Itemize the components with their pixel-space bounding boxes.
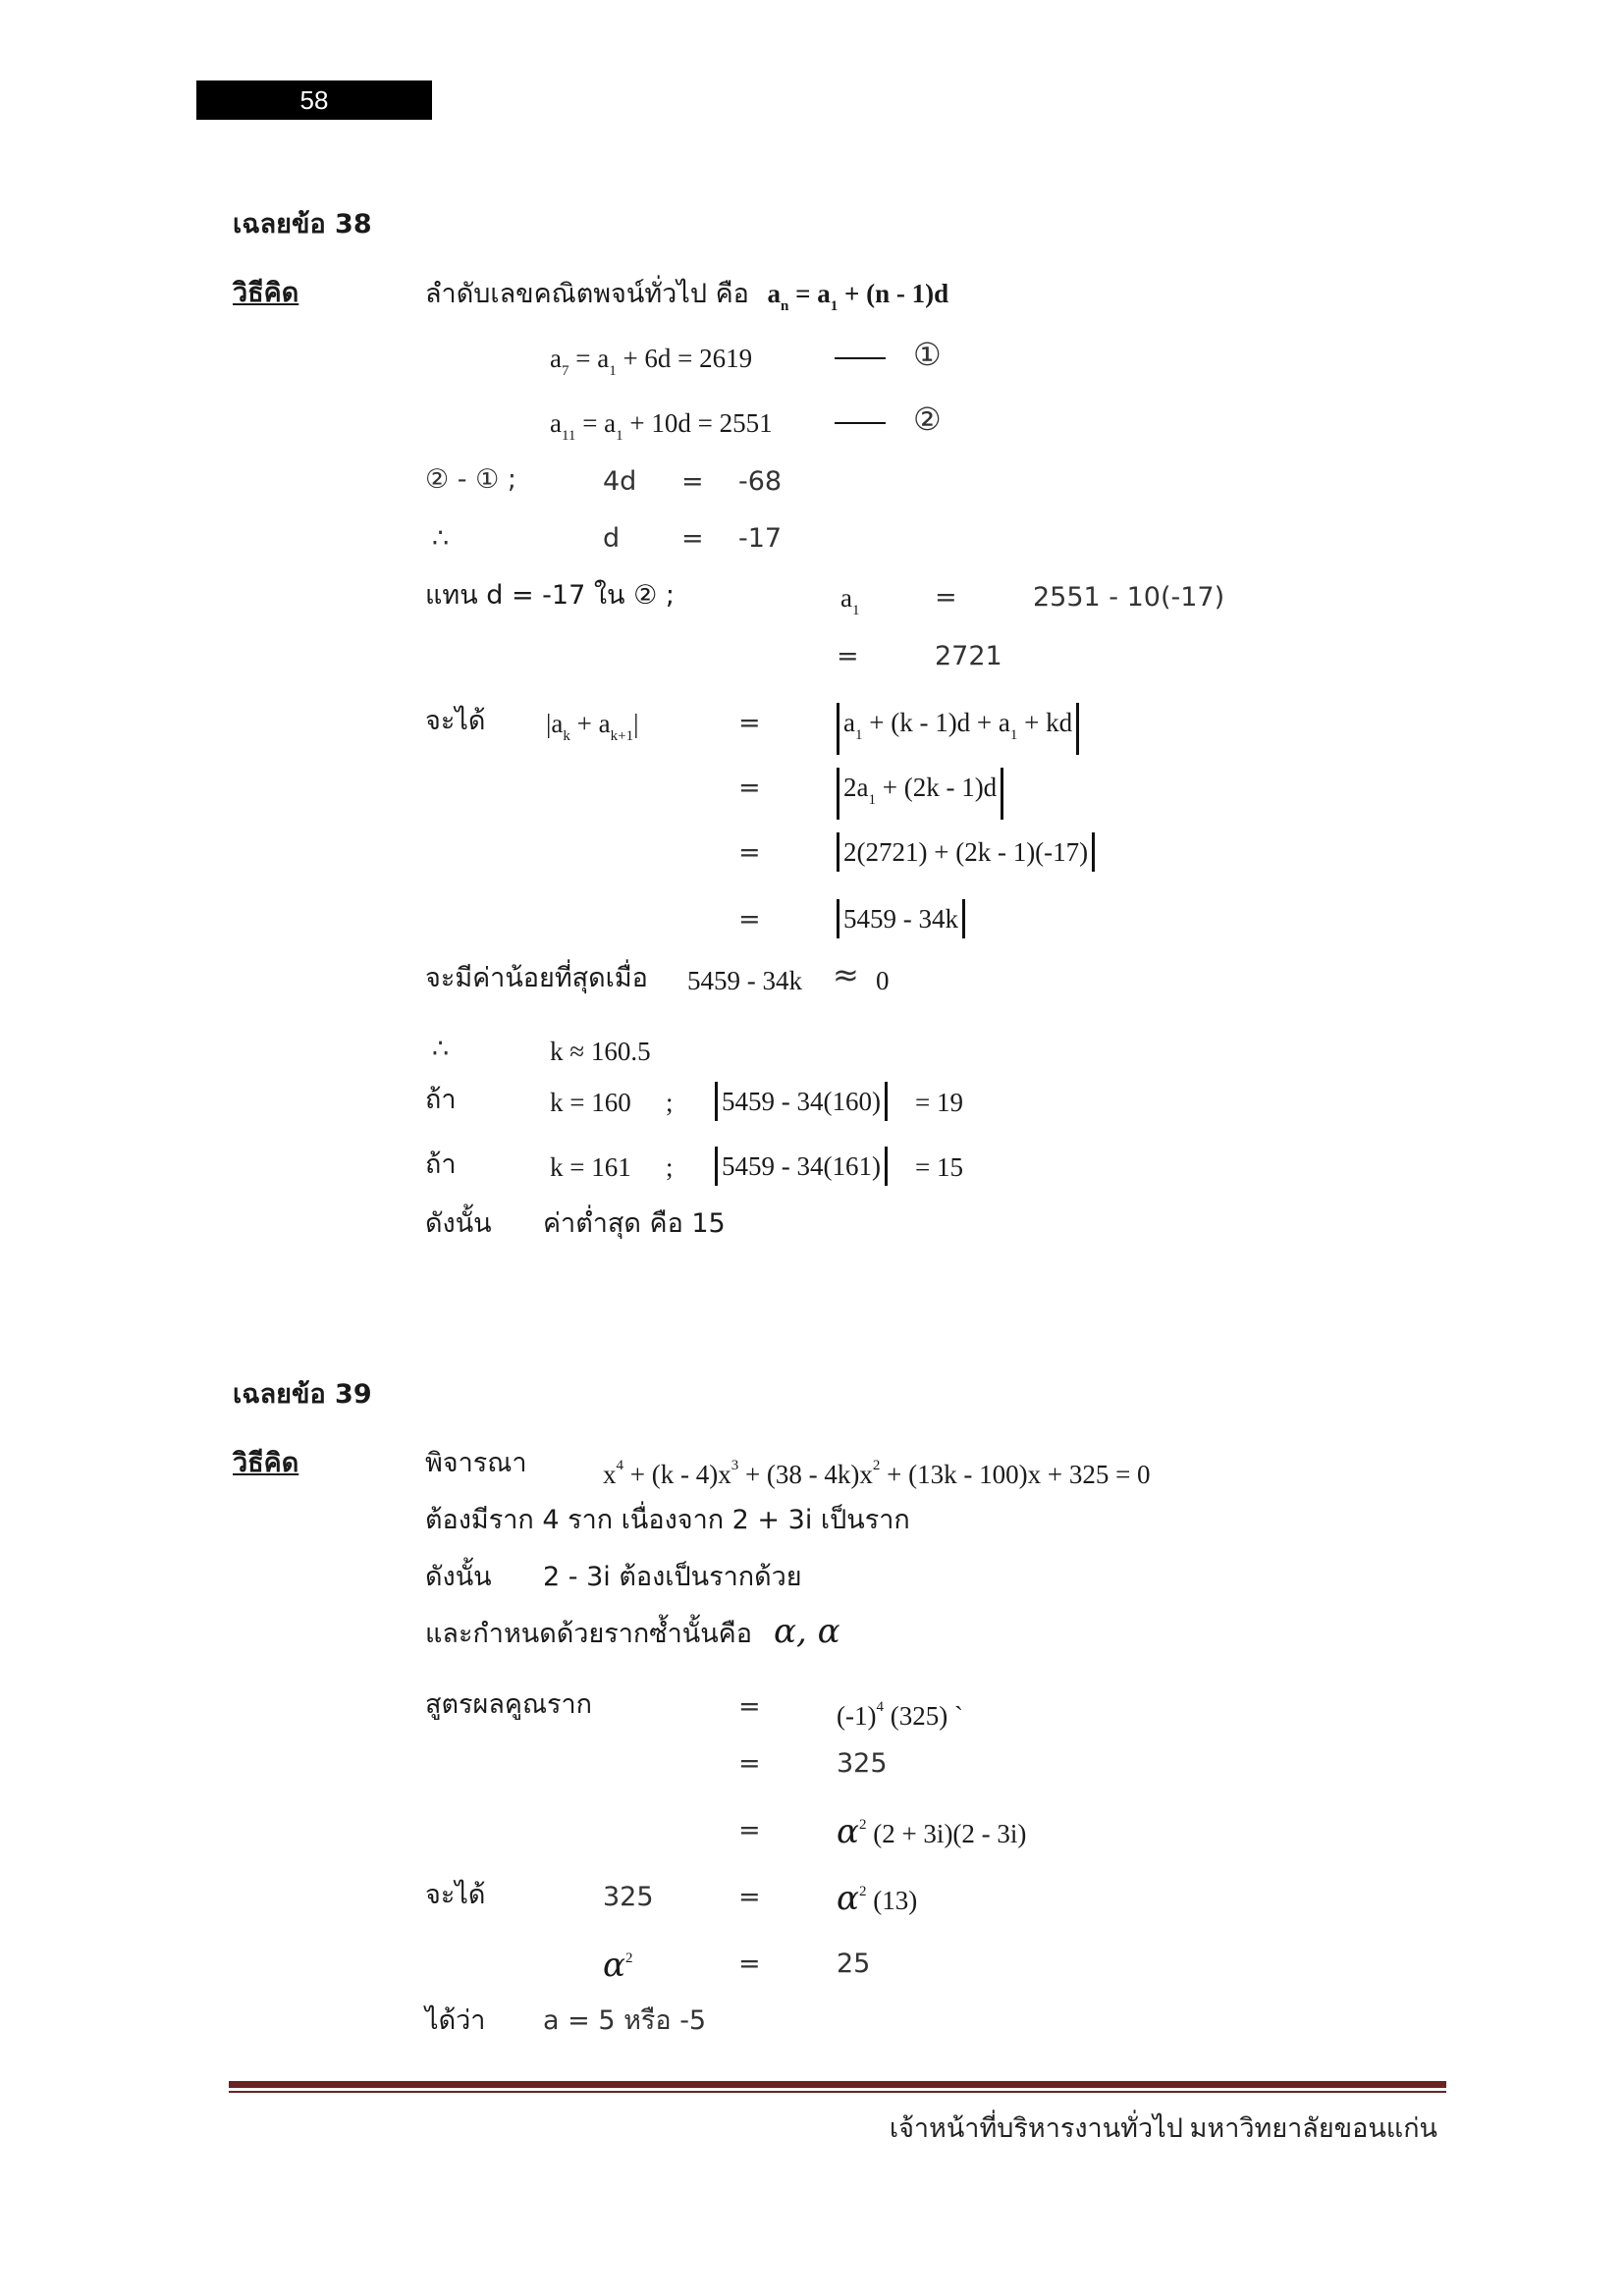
q39-prod2: 325 [837, 1748, 888, 1779]
q38-case1-k: k = 160 [550, 1088, 631, 1117]
footer-rule-thick [229, 2081, 1446, 2088]
q38-a1-eq: = [935, 582, 957, 613]
page-number-bar [196, 80, 432, 120]
q39-line3: 2 - 3i ต้องเป็นรากด้วย [543, 1562, 802, 1592]
q39-title: เฉลยข้อ 39 [233, 1379, 372, 1410]
q38-so-label: ดังนั้น [425, 1208, 492, 1239]
q38-k-approx: k ≈ 160.5 [550, 1037, 651, 1066]
q39-eq3: = [738, 1815, 761, 1845]
q38-title: เฉลยข้อ 38 [233, 209, 372, 240]
q38-case2-expr: 5459 - 34(161) [715, 1147, 888, 1186]
q39-eq4: = [738, 1882, 761, 1912]
q38-sub-rhs: -68 [738, 466, 783, 497]
q38-intro-formula: $a_n = a_1 + (n - 1)d$ [767, 279, 949, 314]
q39-alpha-pair: α, α [774, 1612, 840, 1651]
q38-d-rhs: -17 [738, 523, 783, 554]
q38-method-label: วิธีคิด [233, 278, 299, 308]
q38-sum-eq2: = [738, 773, 761, 803]
q38-jadai: จะได้ [425, 706, 486, 736]
q38-approx: ≈ [833, 956, 859, 993]
q39-alpha-sq: $\alpha^2$ [603, 1946, 633, 1985]
q38-therefore-2: ∴ [432, 1034, 450, 1064]
q39-daiwa: ได้ว่า [425, 2005, 486, 2036]
q38-sum-rhs2: $2a_1 + (2k - 1)d$ [837, 768, 1003, 820]
q38-eq2-dash [835, 422, 886, 424]
q38-sub-eq: = [681, 466, 704, 497]
footer-rule-thin [229, 2091, 1446, 2093]
q38-sum-eq3: = [738, 837, 761, 868]
q39-line2: ต้องมีราก 4 ราก เนื่องจาก 2 + 3i เป็นราก [425, 1505, 910, 1535]
q39-eq2: = [738, 1748, 761, 1779]
q39-line4: และกำหนดด้วยรากซ้ำนั้นคือ [425, 1619, 752, 1649]
q39-so-label: ดังนั้น [425, 1562, 492, 1592]
q38-sum-rhs3: 2(2721) + (2k - 1)(-17) [837, 832, 1095, 872]
q39-consider: พิจารณา [425, 1448, 527, 1478]
q38-eq2-mark: ② [913, 400, 942, 438]
q38-if-label-1: ถ้า [425, 1085, 457, 1115]
q38-substitute: แทน d = -17 ใน ② ; [425, 580, 675, 611]
q38-d-lhs: d [603, 523, 621, 554]
q38-eq2: $a_{11} = a_1 + 10d = 2551$ [550, 408, 773, 444]
q39-method-label: วิธีคิด [233, 1448, 299, 1478]
q38-a1-eq2: = [837, 641, 859, 671]
page-number: 58 [299, 85, 329, 115]
q38-case2-semicolon: ; [666, 1152, 674, 1182]
q38-eq1-mark: ① [913, 336, 942, 373]
q38-case1-semicolon: ; [666, 1088, 674, 1117]
q38-intro-text: ลำดับเลขคณิตพจน์ทั่วไป คือ [425, 279, 749, 309]
q38-sum-eq1: = [738, 708, 761, 738]
footer-text: เจ้าหน้าที่บริหารงานทั่วไป มหาวิทยาลัยขอนแก่น [889, 2113, 1437, 2143]
q38-min-text: จะมีค่าน้อยที่สุดเมื่อ [425, 963, 648, 993]
q38-sub-lhs: 4d [603, 466, 637, 497]
q38-sum-rhs1: $a_1 + (k - 1)d + a_1$ + kd [837, 703, 1079, 755]
q39-eq5: = [738, 1949, 761, 1979]
q38-therefore: ∴ [432, 523, 450, 554]
q38-a1-rhs2: 2721 [935, 641, 1002, 671]
q39-final: a = 5 หรือ -5 [543, 2005, 707, 2036]
q38-eq1: $a_7 = a_1 + 6d = 2619$ [550, 344, 753, 379]
q39-prod1: $(-1)^4$ (325) ` [837, 1699, 963, 1731]
q38-case1-res: = 19 [915, 1088, 963, 1117]
q39-eq1: = [738, 1691, 761, 1722]
q39-poly: $x^4 + (k - 4)x^3 + (38 - 4k)x^2 + (13k - 100)x + 325 = 0$ [603, 1458, 1151, 1489]
q38-case2-res: = 15 [915, 1152, 963, 1182]
q38-conclusion: ค่าต่ำสุด คือ 15 [543, 1208, 726, 1239]
q38-case1-expr: 5459 - 34(160) [715, 1082, 888, 1121]
q39-jadai: จะได้ [425, 1880, 486, 1910]
q39-prod3: $\alpha^2$ (2 + 3i)(2 - 3i) [837, 1812, 1027, 1851]
q38-sum-rhs4: 5459 - 34k [837, 899, 965, 938]
q38-sum-lhs: $|a_k + a_{k+1}|$ [546, 709, 639, 744]
q38-sub-label: ② - ① ; [425, 464, 516, 495]
q38-min-expr: 5459 - 34k [687, 966, 802, 995]
q38-sum-eq4: = [738, 904, 761, 934]
q38-zero: 0 [876, 966, 890, 995]
q38-d-eq: = [681, 523, 704, 554]
q38-a1-rhs1: 2551 - 10(-17) [1033, 582, 1225, 613]
q38-if-label-2: ถ้า [425, 1149, 457, 1180]
q38-eq1-dash [835, 357, 886, 359]
q38-intro [425, 277, 948, 323]
q39-val325: 325 [603, 1882, 654, 1912]
q39-val25: 25 [837, 1949, 871, 1979]
q38-a1-lhs: $a_1$ [840, 583, 860, 618]
q38-case2-k: k = 161 [550, 1152, 631, 1182]
q39-product-label: สูตรผลคูณราก [425, 1689, 593, 1720]
q39-prod4: $\alpha^2$ (13) [837, 1879, 918, 1918]
